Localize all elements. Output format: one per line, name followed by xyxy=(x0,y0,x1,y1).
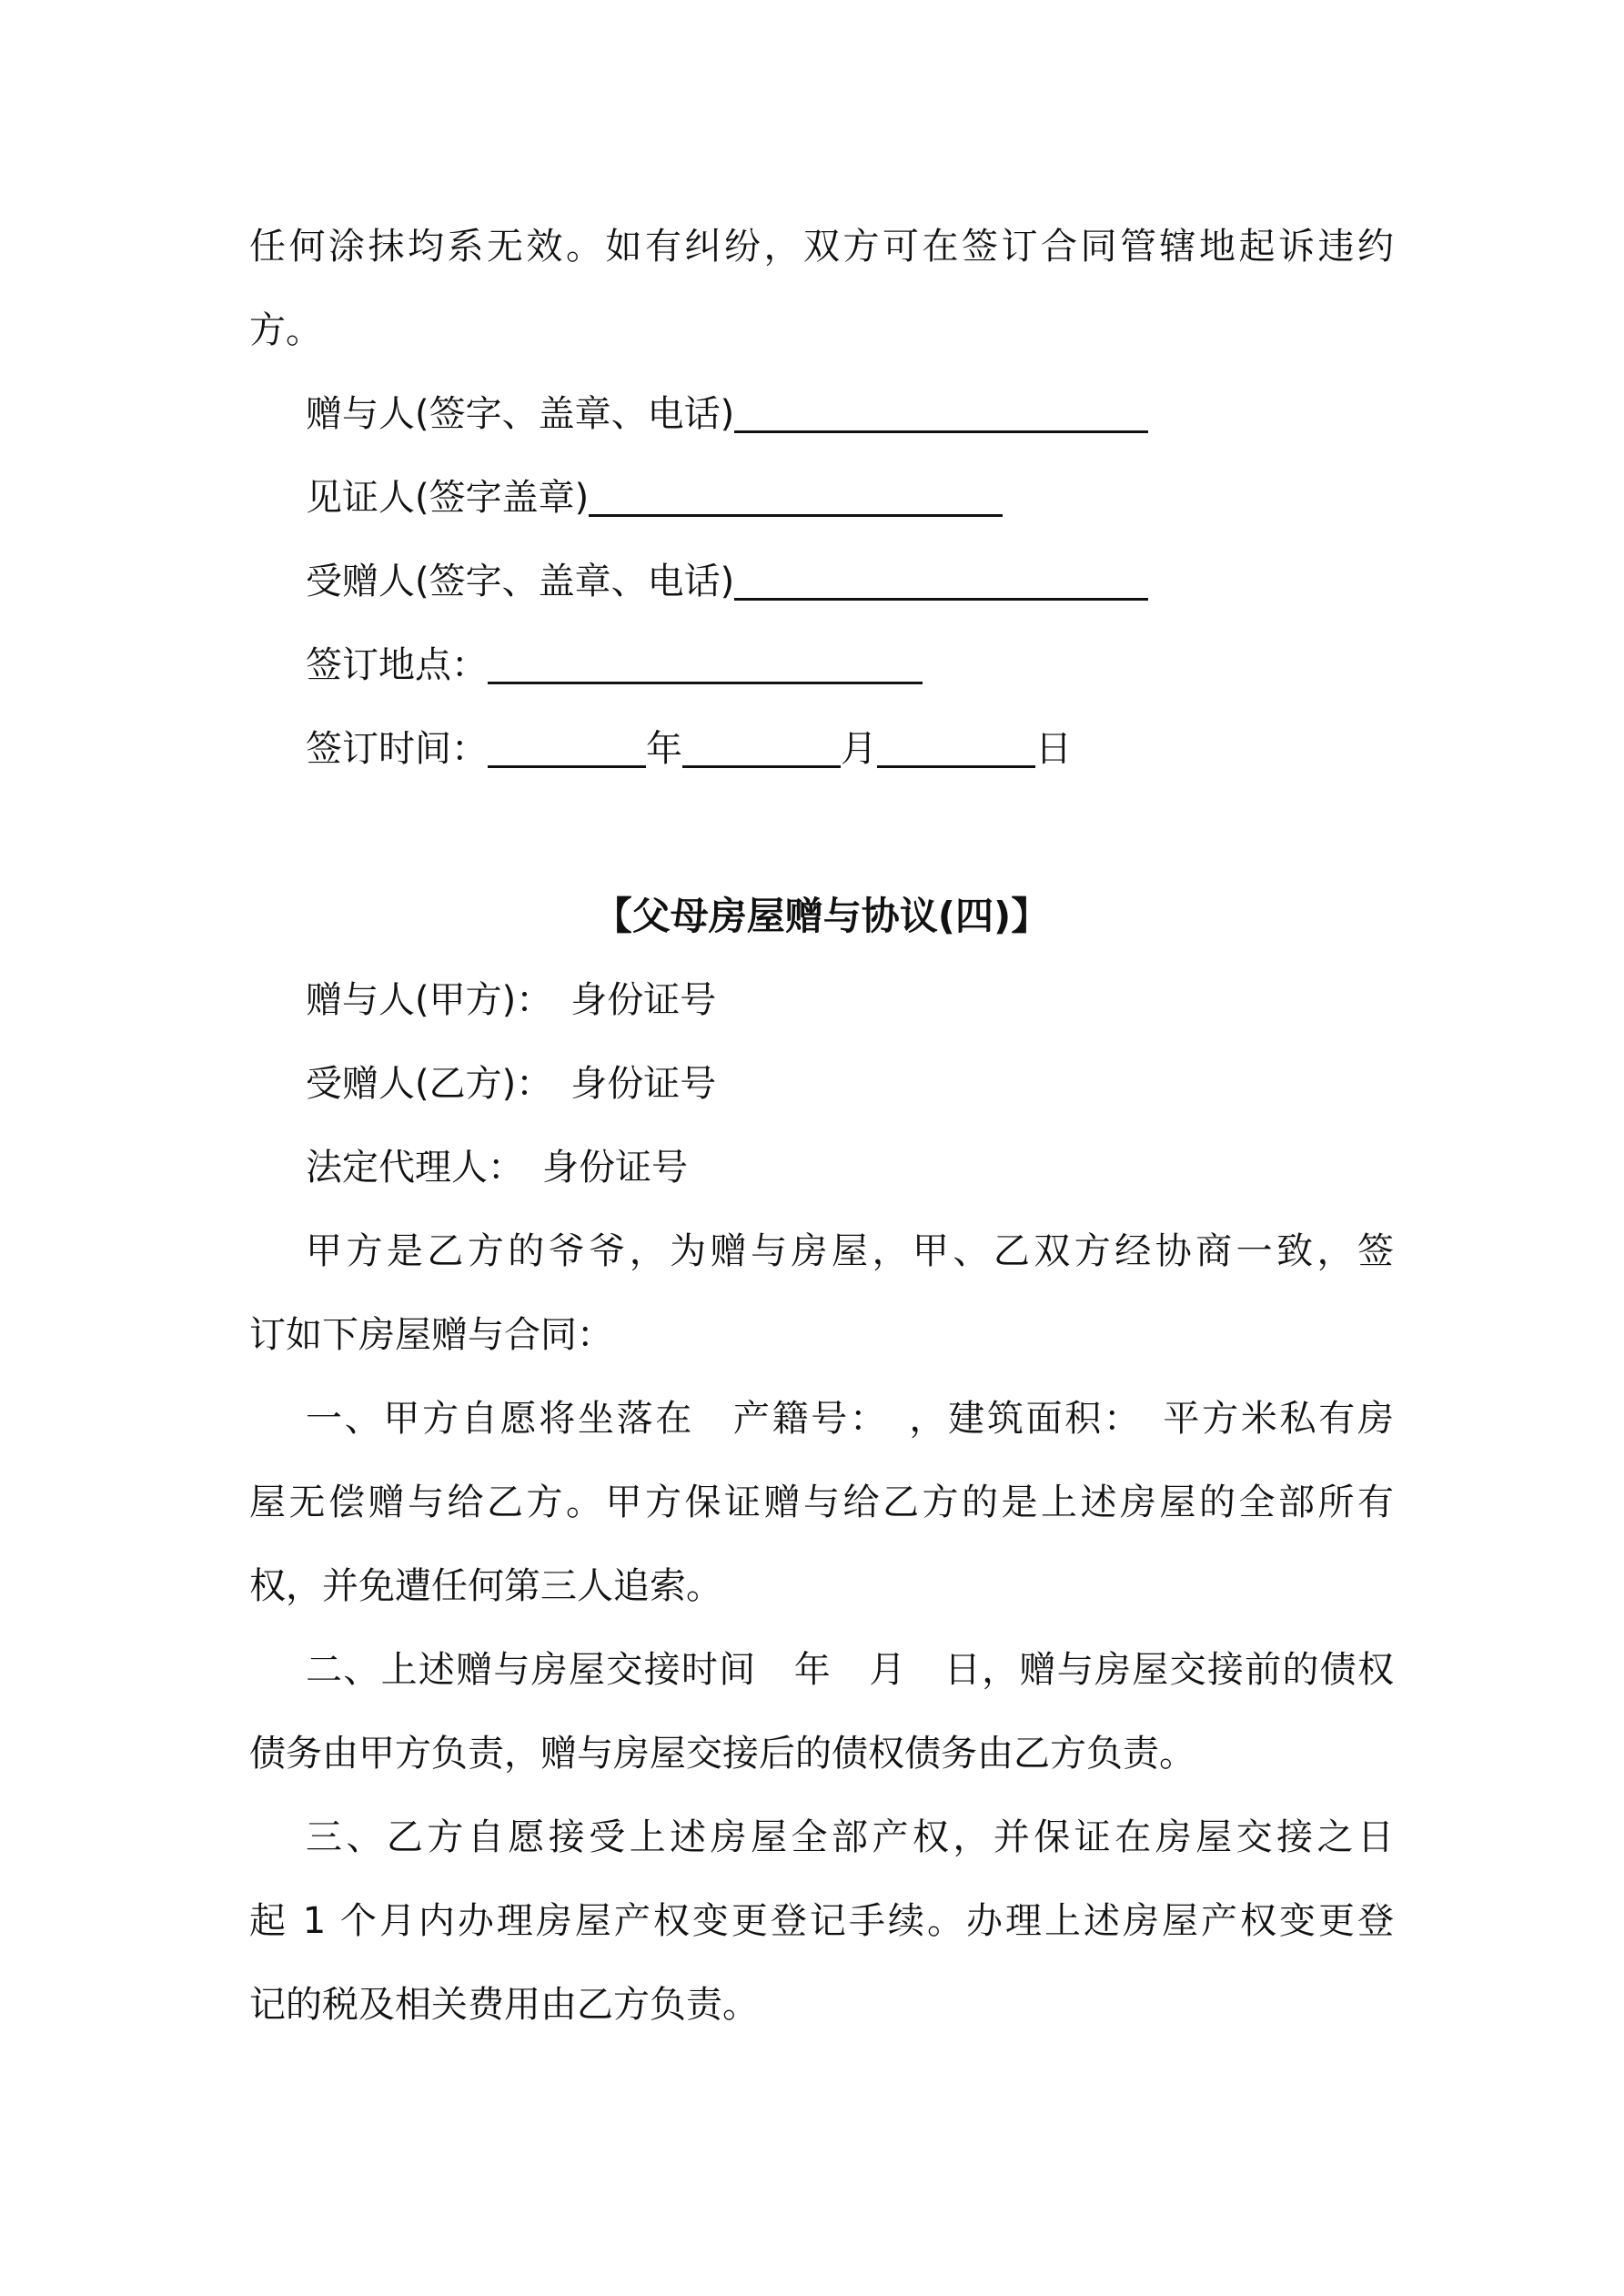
section-title: 【父母房屋赠与协议(四)】 xyxy=(593,894,1050,938)
party-donor: 赠与人(甲方)： 身份证号 xyxy=(306,979,717,1021)
clause-3-line: 记的税及相关费用由乙方负责。 xyxy=(249,1984,759,2026)
party-donee: 受赠人(乙方)： 身份证号 xyxy=(306,1063,717,1105)
signature-blank xyxy=(488,643,923,684)
signing-place-label: 签订地点： xyxy=(306,644,488,686)
signing-time-label: 签订时间： xyxy=(306,728,488,770)
signature-blank xyxy=(589,476,1003,517)
paragraph-line: 任何涂抹均系无效。如有纠纷，双方可在签订合同管辖地起诉违约 xyxy=(249,226,1394,268)
party-agent: 法定代理人： 身份证号 xyxy=(306,1147,688,1188)
signature-donee xyxy=(249,540,1394,623)
document-page xyxy=(249,205,1394,2047)
signing-place xyxy=(249,623,1394,707)
intro-line: 甲方是乙方的爷爷，为赠与房屋，甲、乙双方经协商一致，签 xyxy=(306,1230,1394,1272)
intro-line: 订如下房屋赠与合同： xyxy=(249,1314,613,1356)
day-blank xyxy=(877,727,1035,768)
signature-witness xyxy=(249,456,1394,540)
signature-witness-label: 见证人(签字盖章) xyxy=(306,477,590,519)
clause-1-line: 屋无偿赠与给乙方。甲方保证赠与给乙方的是上述房屋的全部所有 xyxy=(249,1482,1394,1523)
signing-time xyxy=(249,707,1394,791)
signature-blank xyxy=(734,392,1148,433)
spacer xyxy=(249,791,1394,875)
clause-1-line: 一、甲方自愿将坐落在 产籍号： ，建筑面积： 平方米私有房 xyxy=(306,1398,1394,1440)
signature-donor xyxy=(249,372,1394,456)
clause-2-line: 债务由甲方负责，赠与房屋交接后的债权债务由乙方负责。 xyxy=(249,1733,1195,1775)
paragraph-line: 方。 xyxy=(249,309,322,351)
year-label: 年 xyxy=(646,728,682,770)
day-label: 日 xyxy=(1035,728,1072,770)
month-label: 月 xyxy=(841,728,877,770)
clause-3-line: 起 1 个月内办理房屋产权变更登记手续。办理上述房屋产权变更登 xyxy=(249,1900,1394,1942)
month-blank xyxy=(682,727,841,768)
signature-donor-label: 赠与人(签字、盖章、电话) xyxy=(306,393,735,435)
signature-donee-label: 受赠人(签字、盖章、电话) xyxy=(306,561,735,602)
year-blank xyxy=(488,727,646,768)
clause-1-line: 权，并免遭任何第三人追索。 xyxy=(249,1565,722,1607)
clause-3-line: 三、乙方自愿接受上述房屋全部产权，并保证在房屋交接之日 xyxy=(306,1816,1394,1858)
clause-2-line: 二、上述赠与房屋交接时间 年 月 日，赠与房屋交接前的债权 xyxy=(306,1649,1394,1691)
signature-blank xyxy=(734,560,1148,601)
